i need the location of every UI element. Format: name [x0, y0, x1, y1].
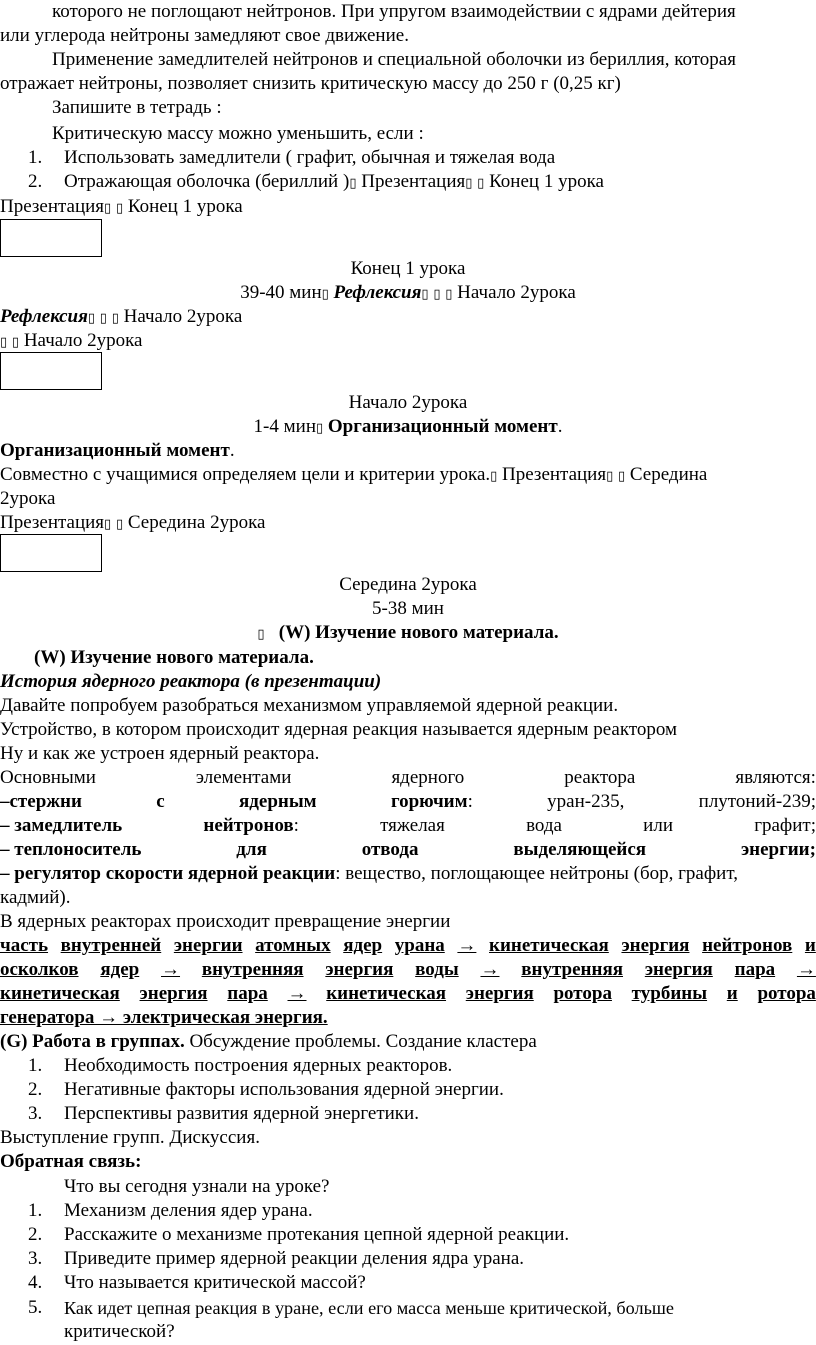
list-item: Механизм деления ядер урана.: [64, 1200, 313, 1221]
frame-box: [0, 352, 102, 390]
text-line: [0, 1030, 537, 1054]
word: кинетическая: [326, 983, 447, 1004]
justified-line: [0, 790, 816, 814]
text-line: Что вы сегодня узнали на уроке?: [64, 1176, 330, 1197]
glyph-icon: ▯: [0, 335, 8, 350]
word: ядер: [343, 935, 383, 956]
word: энергия: [325, 959, 394, 980]
text-line: Выступление групп. Дискуссия.: [0, 1127, 260, 1148]
text-line: Ну и как же устроен ядерный реактора.: [0, 743, 320, 764]
group-work-label: (G) Работа в группах.: [0, 1031, 185, 1052]
list-item: Негативные факторы использования ядерной энергии.: [64, 1079, 504, 1100]
glyph-icon: ▯: [445, 287, 453, 302]
word: и: [804, 935, 816, 956]
glyph-icon: ▯: [315, 421, 324, 436]
text-line: Применение замедлителей нейтронов и специальной оболочки из бериллия, которая: [52, 49, 736, 70]
text-line: [0, 439, 235, 463]
section-title: Конец 1 урока: [350, 258, 466, 279]
text-line: Запишите в тетрадь :: [52, 97, 222, 118]
word: тяжелая: [380, 815, 445, 836]
word: с: [156, 791, 165, 812]
word: ядер: [100, 959, 140, 980]
start-lesson-label: Начало 2урока: [23, 330, 143, 351]
glyph-icon: ▯: [465, 176, 473, 191]
text-line: 2урока: [0, 488, 56, 509]
glyph-icon: ▯: [421, 287, 429, 302]
text-line: [0, 463, 707, 489]
word: пара: [227, 983, 268, 1004]
frame-box: [0, 219, 102, 257]
list-number: 1.: [28, 1055, 43, 1076]
list-item: Как идет цепная реакция в уране, если его масса меньше критической, больше: [64, 1298, 674, 1318]
history-heading: История ядерного реактора (в презентации): [0, 671, 382, 692]
toc-line: [0, 305, 242, 331]
glyph-icon: ▯: [477, 176, 485, 191]
glyph-icon: ▯: [115, 201, 124, 216]
word: кинетическая: [489, 935, 609, 956]
text-line: кадмий).: [0, 887, 71, 908]
list-number: 3.: [28, 1103, 43, 1124]
new-material-heading: (W) Изучение нового материала.: [34, 647, 314, 668]
word: →: [457, 935, 477, 956]
energy-chain-line: [0, 934, 816, 958]
text-line: или углерода нейтроны замедляют свое движение.: [0, 25, 409, 46]
list-item: Использовать замедлители ( графит, обычная и тяжелая вода: [64, 147, 556, 168]
new-material-heading: (W) Изучение нового материала.: [278, 622, 559, 643]
start-lesson-label: Начало 2урока: [457, 282, 576, 303]
time-label: 39-40 мин: [240, 282, 322, 303]
word: ротора: [553, 983, 612, 1004]
word: нейтронов: [702, 935, 793, 956]
glyph-icon: ▯: [11, 335, 20, 350]
word: →: [480, 959, 500, 980]
word: →: [796, 959, 816, 980]
word: выделяющейся: [513, 839, 647, 860]
word: реактора: [564, 767, 636, 788]
presentation-label: Презентация: [361, 171, 466, 192]
text-line: которого не поглощают нейтронов. При упругом взаимодействии с ядрами дейтерия: [52, 1, 736, 22]
word: внутренняя: [521, 959, 624, 980]
justified-line: [0, 766, 816, 790]
list-item: Необходимость построения ядерных реакторов.: [64, 1055, 453, 1076]
word: кинетическая: [0, 983, 120, 1004]
word: уран-235,: [547, 791, 625, 812]
word: плутоний-239;: [698, 791, 816, 812]
reflection-label: Рефлексия: [333, 282, 422, 303]
text-line: Давайте попробуем разобраться механизмом управляемой ядерной реакции.: [0, 695, 619, 716]
word: энергия: [621, 935, 690, 956]
glyph-icon: ▯: [490, 469, 498, 484]
word: :: [293, 815, 299, 836]
word: энергии;: [740, 839, 816, 860]
word: →: [287, 983, 307, 1004]
list-number: 2.: [28, 1224, 43, 1245]
list-item: Расскажите о механизме протекания цепной ядерной реакции.: [64, 1224, 570, 1245]
word: энергия: [644, 959, 713, 980]
word: :: [467, 791, 473, 812]
word: элементами: [195, 767, 292, 788]
end-lesson-label: Конец 1 урока: [127, 196, 243, 217]
energy-chain-line: генератора → электрическая энергия.: [0, 1007, 328, 1028]
word: осколков: [0, 959, 79, 980]
list-number: 5.: [28, 1297, 43, 1318]
section-title: Середина 2урока: [339, 574, 477, 595]
middle-label: Середина 2урока: [127, 512, 266, 533]
word: горючим: [390, 791, 468, 812]
justified-line: [0, 838, 816, 862]
word: ядерным: [239, 791, 317, 812]
presentation-label: Презентация: [0, 196, 105, 217]
section-heading: [0, 621, 816, 647]
org-moment-label: Организационный момент: [0, 440, 230, 461]
list-item: Приведите пример ядерной реакции деления ядра урана.: [64, 1248, 525, 1269]
glyph-icon: ▯: [104, 201, 112, 216]
word: – замедлитель: [0, 815, 123, 836]
word: внутренняя: [201, 959, 304, 980]
word: пара: [734, 959, 776, 980]
list-number: 1.: [28, 1200, 43, 1221]
word: отвода: [361, 839, 419, 860]
word: атомных: [255, 935, 331, 956]
goal-sentence: Совместно с учащимися определяем цели и критерии урока.: [0, 464, 491, 485]
list-number: 2.: [28, 171, 43, 192]
word: ротора: [757, 983, 816, 1004]
list-number: 3.: [28, 1248, 43, 1269]
presentation-label: Презентация: [502, 464, 607, 485]
glyph-icon: ▯: [618, 469, 626, 484]
toc-line: [0, 195, 243, 221]
section-time-line: [0, 281, 816, 307]
glyph-icon: ▯: [111, 311, 119, 326]
energy-chain-line: [0, 958, 816, 982]
group-work-desc: Обсуждение проблемы. Создание кластера: [184, 1031, 537, 1052]
text-line: Критическую массу можно уменьшить, если :: [52, 123, 424, 144]
period: .: [557, 416, 563, 437]
word: и: [726, 983, 738, 1004]
text-line: [0, 862, 738, 886]
glyph-icon: ▯: [349, 176, 357, 191]
frame-box: [0, 534, 102, 572]
org-moment-label: Организационный момент: [327, 416, 558, 437]
justified-line: [0, 814, 816, 838]
glyph-icon: ▯: [606, 469, 614, 484]
start-lesson-label: Начало 2урока: [123, 306, 243, 327]
word: для: [236, 839, 267, 860]
end-lesson-label: Конец 1 урока: [489, 171, 604, 192]
text-line: В ядерных реакторах происходит превращение энергии: [0, 911, 451, 932]
period: .: [229, 440, 235, 461]
presentation-label: Презентация: [0, 512, 105, 533]
word: часть: [0, 935, 49, 956]
feedback-heading: Обратная связь:: [0, 1151, 142, 1172]
list-item: Перспективы развития ядерной энергетики.: [64, 1103, 419, 1124]
list-number: 2.: [28, 1079, 43, 1100]
energy-chain-line: [0, 982, 816, 1006]
regulator-label: – регулятор скорости ядерной реакции: [0, 863, 336, 884]
word: урана: [394, 935, 445, 956]
word: или: [643, 815, 673, 836]
glyph-icon: ▯: [99, 311, 107, 326]
reflection-label: Рефлексия: [0, 306, 88, 327]
word: энергия: [465, 983, 534, 1004]
middle-label: Середина: [629, 464, 708, 485]
word: энергии: [173, 935, 243, 956]
glyph-icon: ▯: [115, 517, 124, 532]
list-item: [64, 170, 604, 196]
word: внутренней: [60, 935, 162, 956]
word: →: [161, 959, 181, 980]
list-item-text: Отражающая оболочка (бериллий ): [64, 171, 350, 192]
word: являются:: [735, 767, 816, 788]
regulator-desc: : вещество, поглощающее нейтроны (бор, графит,: [335, 863, 738, 884]
text-line: Устройство, в котором происходит ядерная реакция называется ядерным реактором: [0, 719, 678, 740]
word: вода: [526, 815, 562, 836]
section-time-line: [0, 415, 816, 441]
glyph-icon: ▯: [87, 311, 96, 326]
word: энергия: [139, 983, 208, 1004]
glyph-icon: ▯: [257, 627, 265, 642]
list-item-cont: критической?: [64, 1321, 175, 1342]
section-title: Начало 2урока: [348, 392, 468, 413]
word: графит;: [754, 815, 816, 836]
text-line: отражает нейтроны, позволяет снизить критическую массу до 250 г (0,25 кг): [0, 73, 621, 94]
word: ядерного: [391, 767, 465, 788]
list-number: 1.: [28, 147, 43, 168]
word: Основными: [0, 767, 96, 788]
glyph-icon: ▯: [433, 287, 441, 302]
time-label: 1-4 мин: [253, 416, 316, 437]
glyph-icon: ▯: [104, 517, 112, 532]
word: воды: [415, 959, 459, 980]
list-item: Что называется критической массой?: [64, 1272, 366, 1293]
word: –стержни: [0, 791, 82, 812]
glyph-icon: ▯: [321, 287, 329, 302]
word: нейтронов: [203, 815, 294, 836]
word: турбины: [631, 983, 708, 1004]
section-time: 5-38 мин: [372, 598, 444, 619]
word: – теплоноситель: [0, 839, 142, 860]
list-number: 4.: [28, 1272, 43, 1293]
